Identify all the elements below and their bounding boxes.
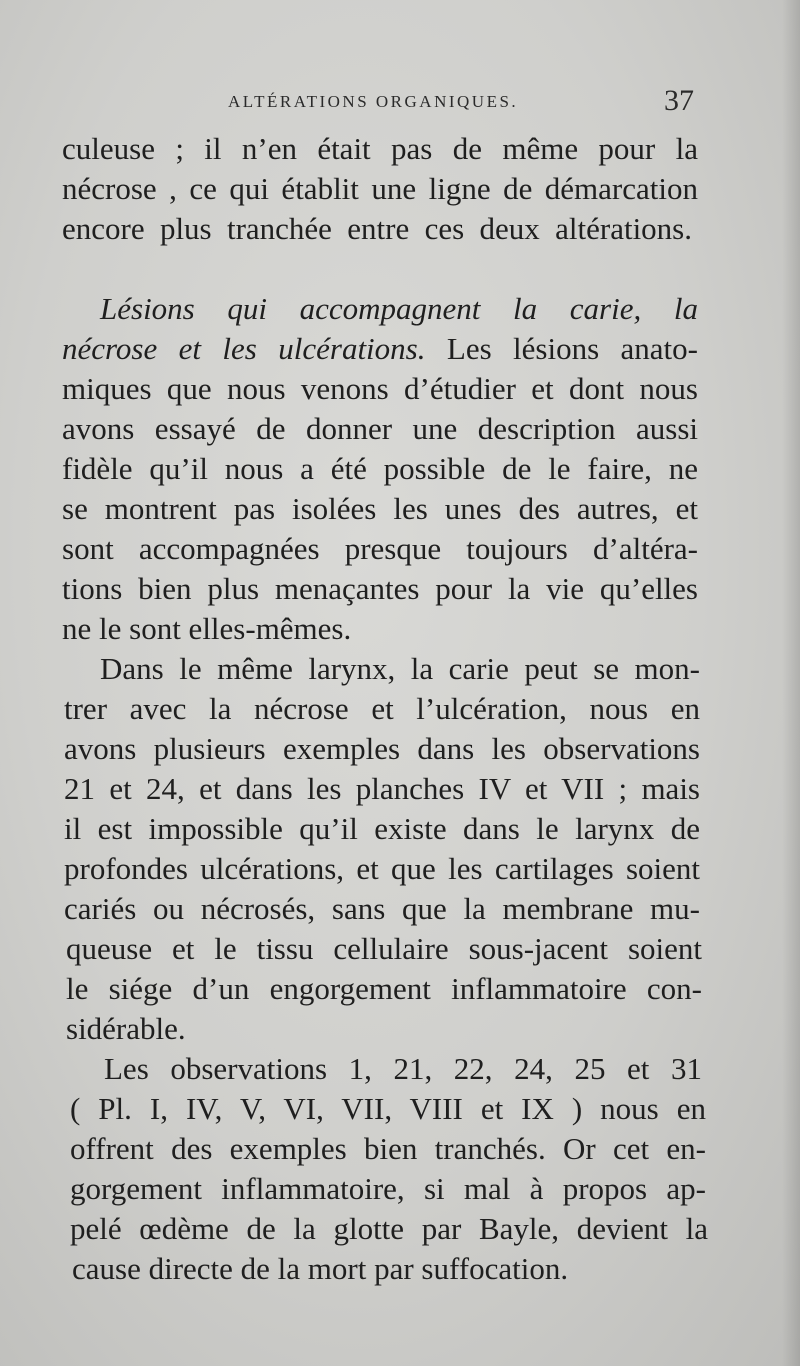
text-line: culeuse ; il n’en était pas de même pour la bbox=[62, 131, 698, 166]
text-line: Les observations 1, 21, 22, 24, 25 et 31 bbox=[104, 1051, 702, 1086]
text-line: sidérable. bbox=[66, 1011, 186, 1046]
text-line: cariés ou nécrosés, sans que la membrane mu- bbox=[64, 891, 700, 926]
text-line: le siége d’un engorgement inflammatoire con- bbox=[66, 971, 702, 1006]
text-line: cause directe de la mort par suffocation. bbox=[72, 1251, 569, 1286]
text-line: sont accompagnées presque toujours d’altéra- bbox=[62, 531, 698, 566]
section-heading-line: Lésions qui accompagnent la carie, la bbox=[100, 291, 698, 326]
text-line: tions bien plus menaçantes pour la vie qu’elles bbox=[62, 571, 698, 606]
text-line: miques que nous venons d’étudier et dont nous bbox=[62, 371, 698, 406]
text-line: Dans le même larynx, la carie peut se mon- bbox=[100, 651, 700, 686]
text-line: encore plus tranchée entre ces deux altérations. bbox=[62, 211, 692, 246]
text-line: trer avec la nécrose et l’ulcération, nous en bbox=[64, 691, 700, 726]
text-line: nécrose , ce qui établit une ligne de démarcation bbox=[62, 171, 698, 206]
text-line: avons plusieurs exemples dans les observations bbox=[64, 731, 700, 766]
page-edge-shadow bbox=[782, 0, 800, 1366]
text-line: 21 et 24, et dans les planches IV et VII ; mais bbox=[64, 771, 700, 806]
text-line: ne le sont elles-mêmes. bbox=[62, 611, 352, 646]
text-line: pelé œdème de la glotte par Bayle, devient la bbox=[70, 1211, 708, 1246]
text-line: profondes ulcérations, et que les cartilages soient bbox=[64, 851, 700, 886]
text-line: queuse et le tissu cellulaire sous-jacent soient bbox=[66, 931, 702, 966]
text-line: ( Pl. I, IV, V, VI, VII, VIII et IX ) nous en bbox=[70, 1091, 706, 1126]
text-line: il est impossible qu’il existe dans le larynx de bbox=[64, 811, 700, 846]
text-line: nécrose et les ulcérations. Les lésions anato- bbox=[62, 331, 698, 366]
page-number: 37 bbox=[664, 84, 694, 117]
text-line: gorgement inflammatoire, si mal à propos ap- bbox=[70, 1171, 706, 1206]
section-heading-end: nécrose et les ulcérations. bbox=[62, 331, 426, 366]
running-head: ALTÉRATIONS ORGANIQUES. bbox=[228, 92, 519, 111]
text-line: se montrent pas isolées les unes des autres, et bbox=[62, 491, 698, 526]
text-line: avons essayé de donner une description aussi bbox=[62, 411, 698, 446]
text-line: offrent des exemples bien tranchés. Or cet en- bbox=[70, 1131, 706, 1166]
text-line: fidèle qu’il nous a été possible de le faire, ne bbox=[62, 451, 698, 486]
